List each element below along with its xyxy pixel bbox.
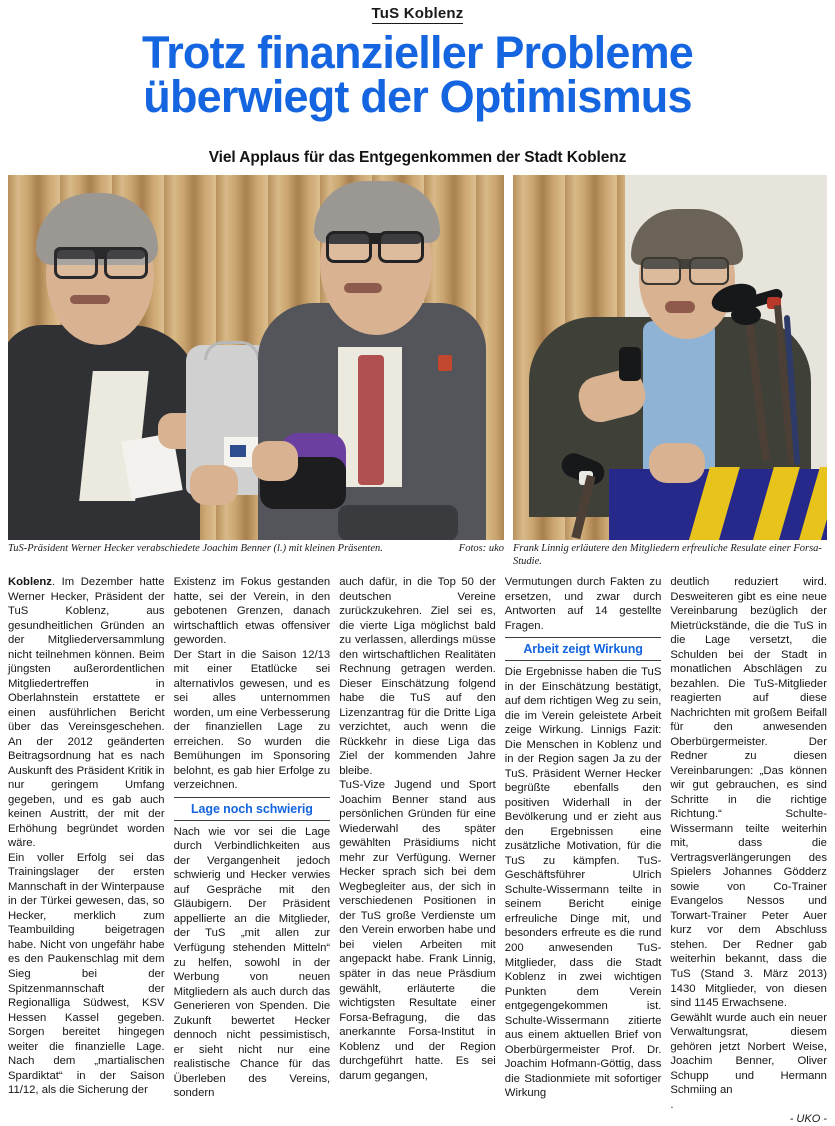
dateline: Koblenz — [8, 576, 52, 589]
article-column-2 — [174, 575, 331, 1126]
article-column-5 — [670, 575, 827, 1126]
headline-line-1: Trotz finanzieller Probleme — [141, 27, 694, 78]
article-column-4 — [505, 575, 662, 1126]
kicker — [8, 0, 827, 25]
paragraph: Gewählt wurde auch ein neuer Verwaltungsrat, diesem gehören jetzt Norbert Weise, Joachim Benner, Oliver Schupp und Hermann Schmiing an — [670, 1011, 827, 1097]
paragraph: Der Start in die Saison 12/13 mit einer Etatlücke sei alternativlos gewesen, und es sei alles unternommen worden, um eine Verbesserung der finanziellen Lage zu erreichen. So wurden die Bemühungen im Sponsoring belohnt, es gab hier Erfolge zu verzeichnen. — [173, 648, 331, 792]
paragraph — [8, 575, 165, 851]
author-signoff: - UKO - — [789, 1113, 827, 1126]
paragraph: Die Ergebnisse haben die TuS in der Einschätzung bestätigt, auf dem richtigen Weg zu sein, die im Verein geleistete Arbeit zeige Wirkung. Linnigs Fazit: Die Menschen in Koblenz und in der Region sagen Ja zu der TuS. Präsident Werner Hecker begrüßte ebenfalls den positiven Widerhall in der Bevölkerung und er zieht aus den Ergebnissen eine zusätzliche Motivation, für die TuS zu kämpfen. TuS-Geschäftsführer Ulrich Schulte-Wissermann teilte in seinem Bericht einige erfreuliche Dinge mit, und besonders erfreute es die rund 200 anwesenden TuS-Mitglieder, dass die Stadt Koblenz in zwei wichtigen Punkten dem Verein entgegengekommen ist. Schulte-Wissermann zitierte aus einem aktuellen Brief von Oberbürgermeister Prof. Dr. Joachim Hofmann-Göttig, dass die Stadionmiete mit sofortiger Wirkung — [504, 666, 662, 1100]
article-column-3 — [339, 575, 496, 1126]
page-title — [8, 27, 827, 123]
paragraph: auch dafür, in die Top 50 der deutschen Vereine zurückzukehren. Ziel sei es, die vierte Liga möglichst bald zu verlassen, allerdings müsse den wirtschaftlichen Realitäten Rechnung getragen werden. Dieser Einschätzung folgend habe die TuS auf den Lizenzantrag für die Dritte Liga verzichtet, auch wenn die Rückkehr in diese Liga das Ziel der kommenden Jahre bleibe. — [339, 576, 496, 777]
caption-text-right: Frank Linnig erläutere den Mitgliedern erfreuliche Resulate einer Forsa-Studie. — [513, 543, 822, 567]
photo-block-left — [8, 175, 504, 555]
paragraph: TuS-Vize Jugend und Sport Joachim Benner stand aus persönlichen Gründen für eine Wiederwahl des später gewählten Präsidiums nicht mehr zur Verfügung. Werner Hecker sprach sich bei dem Wegbegleiter aus, der sich in verschiedenen Positionen in der TuS große Verdienste um den Verein erworben habe und bei vielen Arbeiten mit angepackt habe. Frank Linnig, später in das neue Präsdium gewählt, erläuterte die wichtigsten Resultate einer Forsa-Befragung, die das anerkannte Forsa-Institut in Koblenz und der Region durchgeführt hatte. Es sei darum gegangen, — [339, 779, 496, 1082]
article-body — [8, 575, 827, 1126]
photo-handover — [8, 175, 504, 540]
section-heading-lage-noch-schwierig: Lage noch schwierig — [174, 797, 331, 821]
article-column-1 — [8, 575, 165, 1126]
paragraph: Existenz im Fokus gestanden hatte, sei der Verein, in den gebotenen Grenzen, danach wirtschaftlich etwas offensiver geworden. — [173, 576, 331, 647]
photo-block-right — [513, 175, 827, 568]
paragraph: Vermutungen durch Fakten zu ersetzen, und zwar durch Antworten auf 14 gestellte Fragen. — [504, 576, 662, 632]
paragraph: deutlich reduziert wird. Desweiteren gibt es eine neue Vereinbarung bezüglich der Mietrückstände, die die TuS in die Lage versetzt, die Schulden bei der Stadt in monatlichen Abschlägen zu bezahlen. Die TuS-Mitglieder reagierten auf diese Nachrichten mit großem Beifall für den anwesenden Oberbürgermeister. Der Redner zu diesen Vereinbarungen: „Das können wir gut gebrauchen, es sind Schritte in die richtige Richtung.“ Schulte-Wissermann teilte weiterhin mit, dass die Vertragsverlängerungen des Spielers Johannes Gödderz sowie von Co-Trainer Evangelos Nessos und Torwart-Trainer Peter Auer kurz vor dem Abschluss stehen. Der Redner gab weiterhin bekannt, dass die TuS (Stand 3. März 2013) 1430 Mitglieder, von diesen sind 1145 Erwachsene. — [670, 576, 827, 1010]
headline-line-2: überwiegt der Optimismus — [143, 71, 692, 123]
caption-text-left: TuS-Präsident Werner Hecker verabschiedete Joachim Benner (l.) mit kleinen Präsenten. — [8, 543, 383, 555]
kicker-text: TuS Koblenz — [371, 5, 464, 22]
section-heading-arbeit-zeigt-wirkung: Arbeit zeigt Wirkung — [505, 637, 662, 661]
photo-speaker — [513, 175, 827, 540]
paragraph: Nach wie vor sei die Lage durch Verbindlichkeiten aus der Vergangenheit jedoch schwierig und Hecker verwies auf Gespräche mit den Gläubigern. Der Präsident appellierte an die Mitglieder, der TuS „mit allen zur Verfügung stehenden Mitteln“ zu helfen, sowohl in der Werbung von neuen Mitgliedern als auch durch das Generieren von Spenden. Die Zukunft bewertet Hecker dennoch nicht pessimistisch, er sieht nicht nur eine realistische Chance für das Überleben des Vereins, sondern — [173, 825, 331, 1100]
photo-credit: Fotos: uko — [458, 543, 504, 555]
paragraph: Ein voller Erfolg sei das Trainingslager der ersten Mannschaft in der Winterpause in der Türkei gewesen, das, so Hecker, merklich zum Teambuilding beigetragen habe. Nicht von ungefähr habe es den Paukenschlag mit dem Sieg bei der Spitzenmannschaft der Regionalliga Südwest, KSV Hessen Kassel gegeben. Sorgen bereitet hingegen weiter die finanzielle Lage. Nach dem „martialischen Spardiktat“ in der Saison 11/12, als die Sicherung der — [8, 851, 165, 1097]
photo-caption-left — [8, 540, 504, 555]
paragraph: . — [670, 1098, 674, 1111]
paragraph-text: . Im Dezember hatte Werner Hecker, Präsident der TuS Koblenz, aus gesundheitlichen Gründen an der Mitgliederversammlung nicht teilnehmen können. Beim jüngsten außerordentlichen Mitgliedertreffen in Oberlahnstein erstattete er einen ausführlichen Bericht über das Vereinsgeschehen. An der 2012 geänderten Beitragsordnung hat es nach Auskunft des Präsident Kritik in nur geringem Umfang gegeben, und es gab auch keinen Austritt, der mit der Erhöhung begründet worden wäre. — [8, 576, 165, 850]
photo-band — [8, 175, 827, 568]
subheadline: Viel Applaus für das Entgegenkommen der Stadt Koblenz — [208, 149, 627, 167]
photo-caption-right — [513, 540, 827, 568]
